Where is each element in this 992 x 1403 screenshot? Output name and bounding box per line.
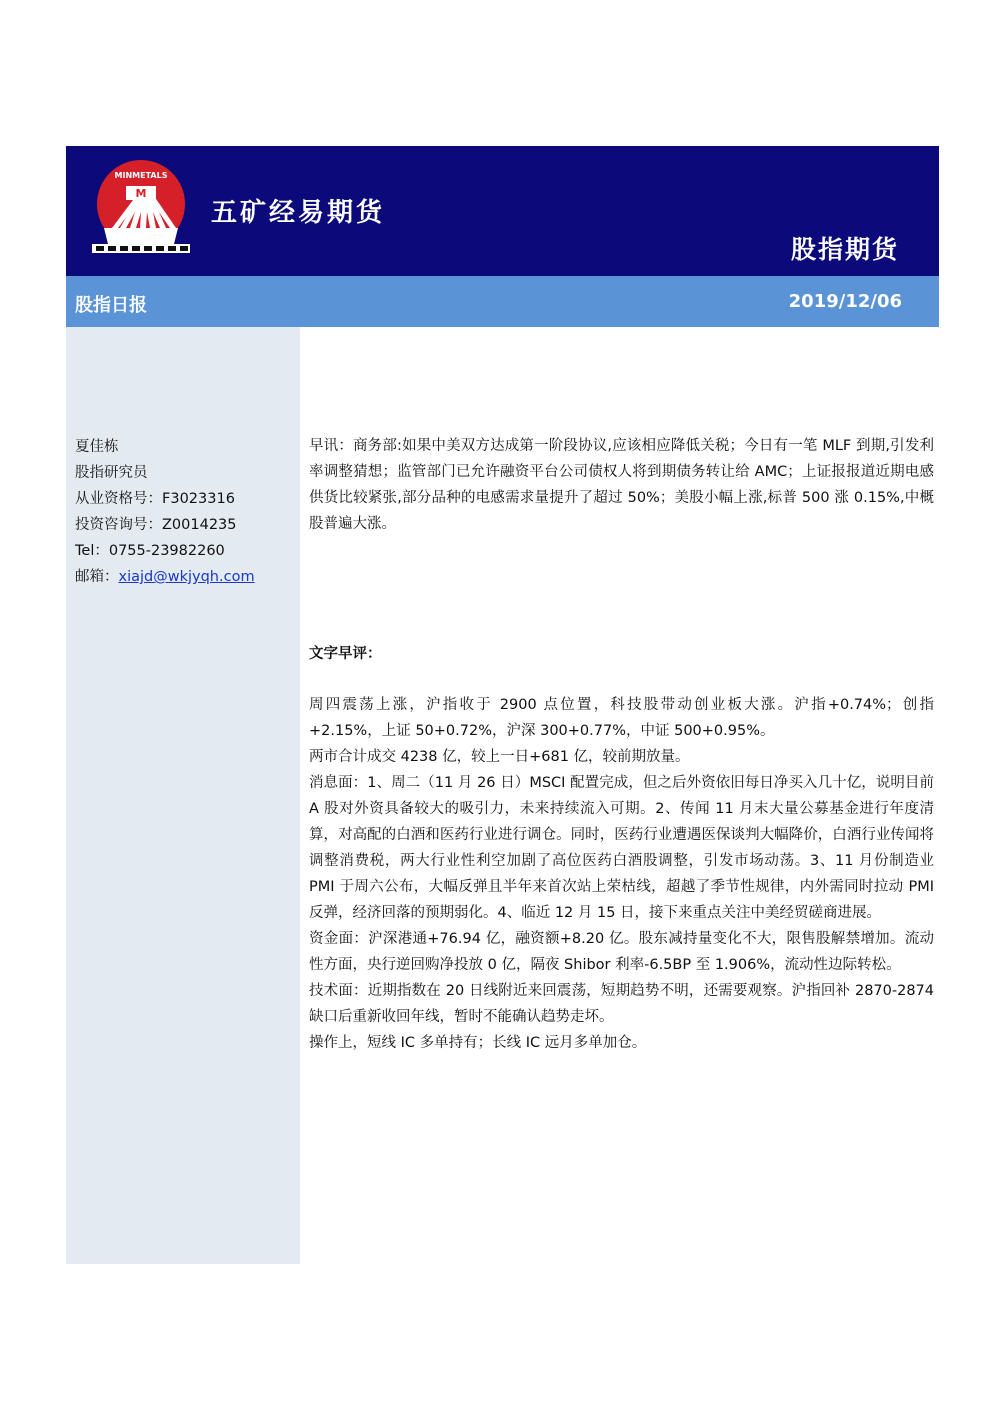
morning-brief <box>309 433 934 537</box>
paragraph: 资金面：沪深港通+76.94 亿，融资额+8.20 亿。股东减持量变化不大，限售股解禁增加。流动性方面，央行逆回购净投放 0 亿，隔夜 Shibor 利率-6.5BP 至 1.906%，流动性边际转松。 <box>309 931 934 973</box>
company-name: 五矿经易期货 <box>211 198 386 228</box>
paragraph: 两市合计成交 4238 亿，较上一日+681 亿，较前期放量。 <box>309 749 690 765</box>
author-info <box>75 434 255 590</box>
author-tel: Tel：0755-23982260 <box>75 543 225 559</box>
author-title: 股指研究员 <box>75 465 148 481</box>
paragraph: 消息面：1、周二（11 月 26 日）MSCI 配置完成，但之后外资依旧每日净买入几十亿，说明目前 A 股对外资具备较大的吸引力，未来持续流入可期。2、传闻 11 月末大量公募基金进行年度清算，对高配的白酒和医药行业进行调仓。同时，医药行业遭遇医保谈判大幅降价，白酒行业传闻将调整消费税，两大行业性利空加剧了高位医药白酒股调整，引发市场动荡。3、11 月份制造业 PMI 于周六公布，大幅反弹且半年来首次站上荣枯线，超越了季节性规律，内外需同时拉动 PMI 反弹，经济回落的预期弱化。4、临近 12 月 15 日，接下来重点关注中美经贸磋商进展。 <box>309 775 934 921</box>
author-qualification: 从业资格号：F3023316 <box>75 491 235 507</box>
email-link[interactable]: xiajd@wkjyqh.com <box>118 569 255 585</box>
svg-text:MINMETALS: MINMETALS <box>114 171 168 180</box>
paragraph: 技术面：近期指数在 20 日线附近来回震荡，短期趋势不明，还需要观察。沪指回补 2870-2874 缺口后重新收回年线，暂时不能确认趋势走坏。 <box>309 983 934 1025</box>
commentary-body <box>309 692 934 1056</box>
author-consulting-number: 投资咨询号：Z0014235 <box>75 517 237 533</box>
report-date: 2019/12/06 <box>788 291 902 312</box>
author-name: 夏佳栋 <box>75 439 119 455</box>
report-type: 股指日报 <box>75 295 147 316</box>
paragraph: 操作上，短线 IC 多单持有；长线 IC 远月多单加仓。 <box>309 1035 647 1051</box>
paragraph: 周四震荡上涨，沪指收于 2900 点位置，科技股带动创业板大涨。沪指+0.74%；创指+2.15%，上证 50+0.72%，沪深 300+0.77%，中证 500+0.95%。 <box>309 697 934 739</box>
svg-text:M: M <box>135 187 147 200</box>
page-header <box>66 146 939 276</box>
report-subheader <box>66 276 939 327</box>
brief-text: 早讯：商务部:如果中美双方达成第一阶段协议,应该相应降低关税；今日有一笔 MLF 到期,引发利率调整猜想；监管部门已允许融资平台公司债权人将到期债务转让给 AMC；上证报报道近期电感供货比较紧张,部分品种的电感需求量提升了超过 50%；美股小幅上涨,标普 500 涨 0.15%,中概股普遍大涨。 <box>309 438 934 532</box>
section-title: 文字早评： <box>309 646 382 662</box>
product-name: 股指期货 <box>790 235 899 264</box>
author-email-row <box>75 564 255 590</box>
email-label: 邮箱： <box>75 569 119 585</box>
minmetals-logo-icon <box>90 158 192 254</box>
